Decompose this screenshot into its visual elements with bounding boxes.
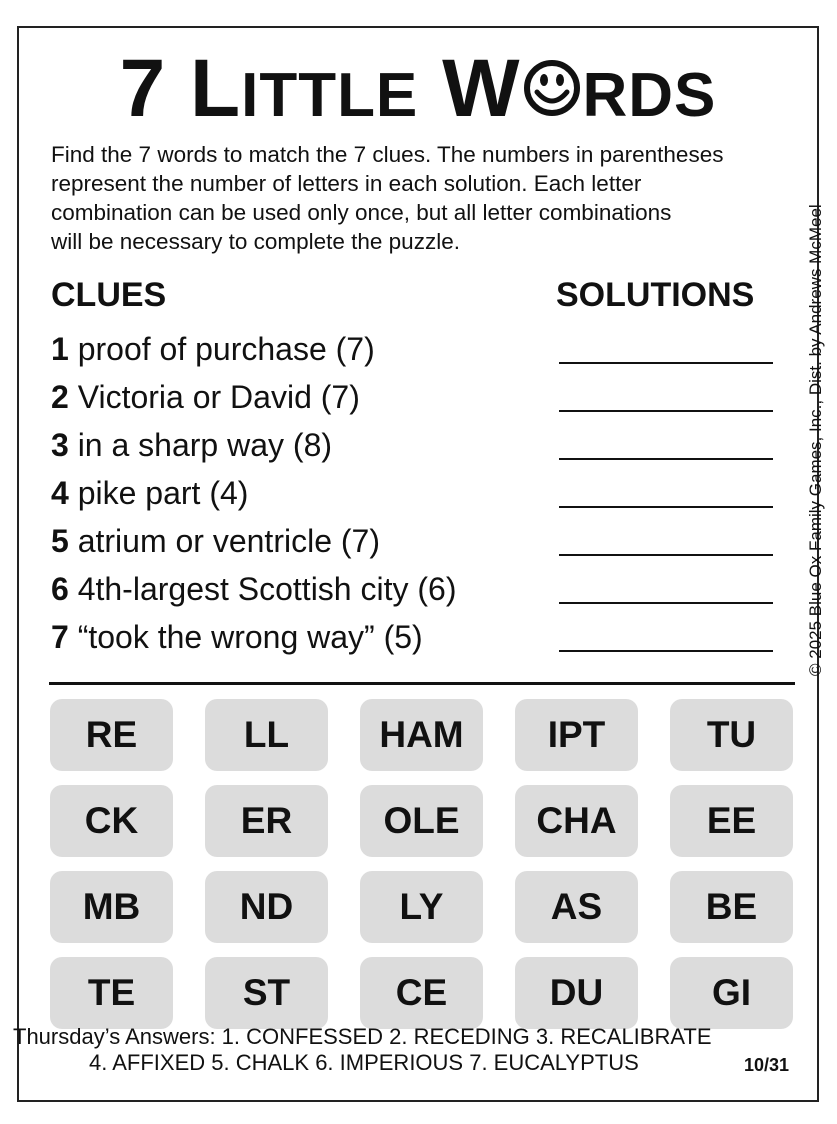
- divider: [49, 682, 795, 685]
- copyright-notice: © 2025 Blue Ox Family Games, Inc., Dist. by Andrews McMeel: [806, 204, 825, 676]
- letter-tile[interactable]: TE: [50, 957, 173, 1029]
- letter-tile[interactable]: AS: [515, 871, 638, 943]
- letter-tile[interactable]: EE: [670, 785, 793, 857]
- letter-tile[interactable]: ER: [205, 785, 328, 857]
- solution-blank-3[interactable]: [559, 458, 773, 460]
- letter-tile[interactable]: LY: [360, 871, 483, 943]
- title-word-2: W RDS: [442, 43, 717, 134]
- solutions-header: SOLUTIONS: [556, 276, 755, 314]
- letter-tile[interactable]: IPT: [515, 699, 638, 771]
- game-title: [19, 43, 817, 134]
- letter-tile[interactable]: TU: [670, 699, 793, 771]
- puzzle-date: 10/31: [744, 1055, 790, 1075]
- letter-tile[interactable]: CHA: [515, 785, 638, 857]
- clue-3: 3 in a sharp way (8): [51, 427, 333, 463]
- solution-blank-5[interactable]: [559, 554, 773, 556]
- instructions-line: will be necessary to complete the puzzle.: [51, 229, 460, 254]
- clue-5: 5 atrium or ventricle (7): [51, 523, 380, 559]
- title-number: 7: [119, 43, 167, 134]
- letter-tile[interactable]: RE: [50, 699, 173, 771]
- solution-blank-1[interactable]: [559, 362, 773, 364]
- clue-7: 7 “took the wrong way” (5): [51, 619, 423, 655]
- solution-blank-4[interactable]: [559, 506, 773, 508]
- solution-blank-2[interactable]: [559, 410, 773, 412]
- letter-tile[interactable]: LL: [205, 699, 328, 771]
- solution-blank-7[interactable]: [559, 650, 773, 652]
- clues-header: CLUES: [51, 276, 167, 314]
- letter-tile[interactable]: OLE: [360, 785, 483, 857]
- letter-tile[interactable]: BE: [670, 871, 793, 943]
- instructions-line: Find the 7 words to match the 7 clues. The numbers in parentheses: [51, 142, 724, 167]
- instructions-line: represent the number of letters in each solution. Each letter: [51, 171, 642, 196]
- letter-tile[interactable]: CE: [360, 957, 483, 1029]
- letter-tile[interactable]: DU: [515, 957, 638, 1029]
- letter-tile[interactable]: ST: [205, 957, 328, 1029]
- letter-tile[interactable]: ND: [205, 871, 328, 943]
- letter-tile[interactable]: GI: [670, 957, 793, 1029]
- clue-6: 6 4th-largest Scottish city (6): [51, 571, 457, 607]
- smiley-face-icon: [522, 58, 582, 118]
- clue-2: 2 Victoria or David (7): [51, 379, 360, 415]
- letter-tile[interactable]: MB: [50, 871, 173, 943]
- puzzle-frame: [17, 26, 825, 1102]
- clue-4: 4 pike part (4): [51, 475, 249, 511]
- instructions: [51, 140, 801, 256]
- title-word-1: LITTLE: [190, 43, 419, 134]
- solution-blank-6[interactable]: [559, 602, 773, 604]
- letter-tile[interactable]: CK: [50, 785, 173, 857]
- clue-1: 1 proof of purchase (7): [51, 331, 375, 367]
- instructions-line: combination can be used only once, but all letter combinations: [51, 200, 672, 225]
- letter-tile[interactable]: HAM: [360, 699, 483, 771]
- answers-line-1: Thursday’s Answers: 1. CONFESSED 2. RECEDING 3. RECALIBRATE: [13, 1024, 712, 1049]
- answers-line-2: 4. AFFIXED 5. CHALK 6. IMPERIOUS 7. EUCALYPTUS: [89, 1050, 639, 1075]
